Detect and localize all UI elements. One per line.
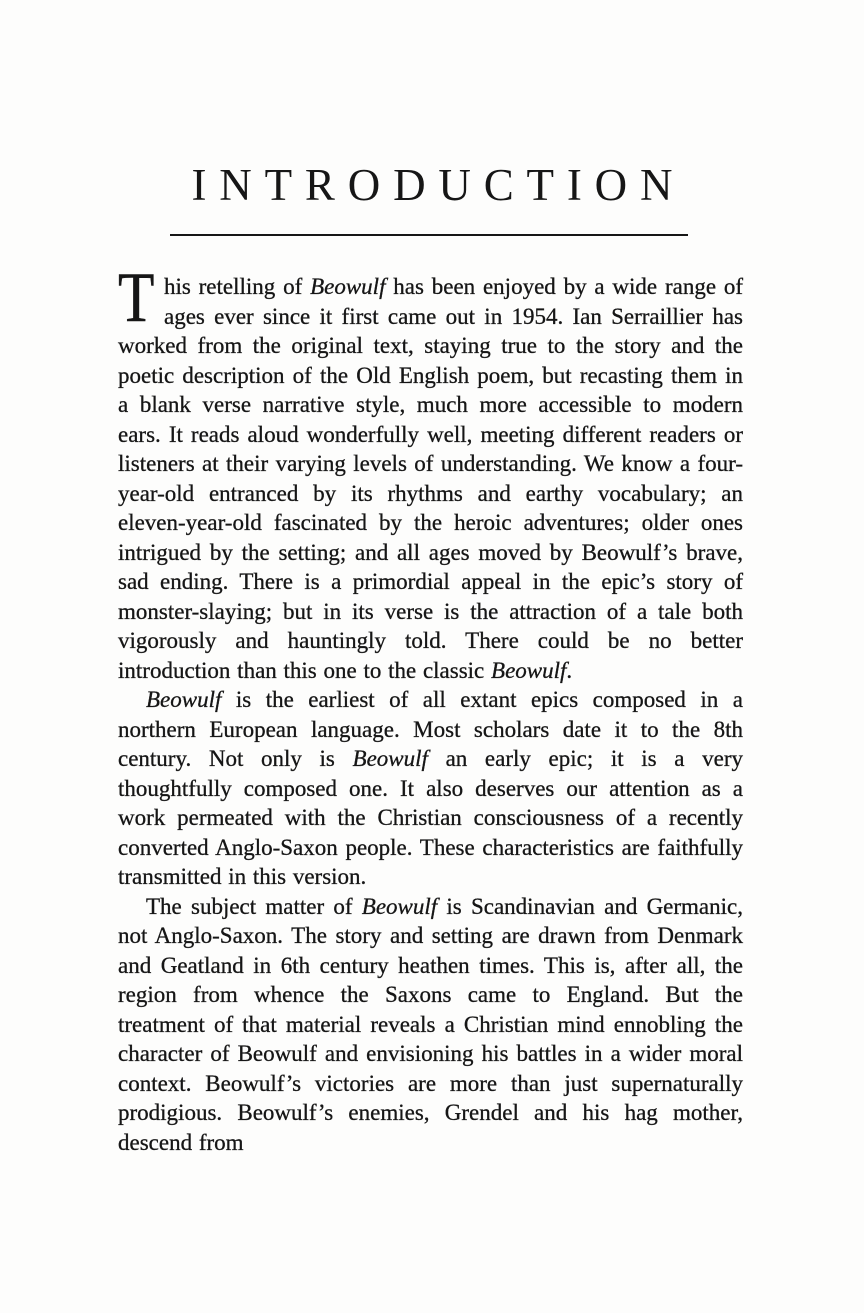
text-segment: an early epic; it is a very thoughtfully composed one. It also deserves our attention as a work permeated with the Christian consciousness of a recently converted Anglo-Saxon people. These characteristics are faithfully transmitted in this version. xyxy=(118,746,743,889)
title-rule xyxy=(170,234,688,236)
body-text xyxy=(118,259,743,1157)
book-title-italic: Beowulf xyxy=(491,657,567,683)
book-title-italic: Beowulf xyxy=(146,687,222,712)
book-title-italic: Beowulf xyxy=(361,893,438,919)
text-segment: has been enjoyed by a wide range of ages ever since it first came out in 1954. Ian Serraillier has worked from the original text, staying true to the story and the poetic description of the Old English poem, but recasting them in a blank verse narrative style, much more accessible to modern ears. It reads aloud wonderfully well, meeting different readers or listeners at their varying levels of understanding. We know a four-year-old entranced by its rhythms and earthy vocabulary; an eleven-year-old fascinated by the heroic adventures; older ones intrigued by the setting; and all ages moved by Beowulf’s brave, sad ending. There is a primordial appeal in the epic’s story of monster-slaying; but in its verse is the attraction of a tale both vigorously and hauntingly told. There could be no better introduction than this one to the classic xyxy=(118,274,743,683)
page-title: INTRODUCTION xyxy=(191,160,686,210)
drop-cap: T xyxy=(118,259,155,337)
paragraph-2 xyxy=(118,685,743,892)
text-segment: . xyxy=(566,657,573,683)
text-segment: The subject matter of xyxy=(146,893,362,919)
text-segment: is Scandinavian and Germanic, not Anglo-Saxon. The story and setting are drawn from Denmark and Geatland in 6th century heathen times. This is, after all, the region from whence the Saxons came to England. But the treatment of that material reveals a Christian mind ennobling the character of Beowulf and envisioning his battles in a wider moral context. Beowulf’s victories are more than just supernaturally prodigious. Beowulf’s enemies, Grendel and his hag mother, descend from xyxy=(118,893,743,1155)
book-title-italic: Beowulf xyxy=(352,746,428,771)
book-title-italic: Beowulf xyxy=(310,274,386,299)
text-segment: his retelling of xyxy=(164,274,311,299)
paragraph-3 xyxy=(118,892,743,1158)
paragraph-1 xyxy=(118,259,743,685)
text-segment: is the earliest of all extant epics composed in a northern European language. Most scholars date it to the 8th century. Not only is xyxy=(118,687,743,771)
